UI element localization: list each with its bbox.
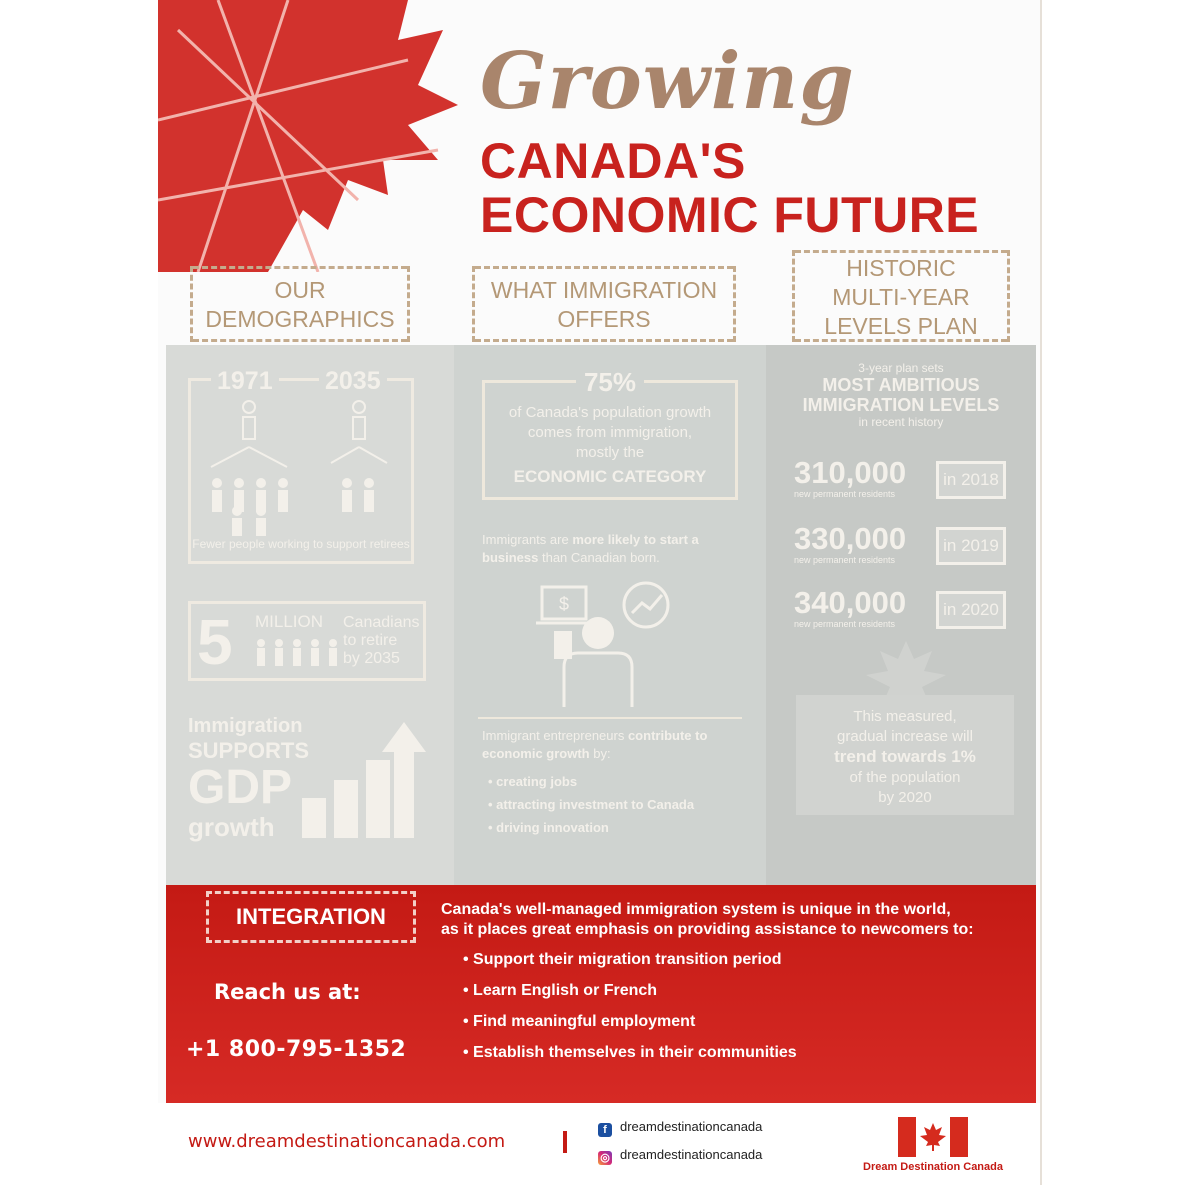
level-year-badge: in 2019 bbox=[936, 527, 1006, 565]
gdp-block bbox=[188, 715, 309, 843]
facebook-icon: f bbox=[598, 1123, 612, 1137]
gdp-line3: GDP bbox=[188, 761, 293, 814]
million-label: MILLION bbox=[255, 612, 324, 631]
list-item: • attracting investment to Canada bbox=[488, 796, 752, 814]
measure-line5: by 2020 bbox=[878, 789, 932, 806]
million-text bbox=[343, 614, 420, 668]
likely-pre: Immigrants are bbox=[482, 532, 573, 547]
heading-immigration bbox=[472, 266, 736, 342]
gdp-line4: growth bbox=[188, 812, 275, 842]
gdp-line1: Immigration bbox=[188, 715, 303, 737]
plan-intro-line1: 3-year plan sets bbox=[858, 361, 944, 375]
demographics-caption: Fewer people working to support retirees bbox=[192, 537, 410, 551]
gdp-line2: SUPPORTS bbox=[188, 738, 310, 763]
list-item: • Support their migration transition period bbox=[463, 950, 1001, 970]
million-text-line3: by 2035 bbox=[343, 650, 400, 667]
facebook-handle: dreamdestinationcanada bbox=[620, 1119, 763, 1134]
demographics-box bbox=[188, 367, 414, 564]
canada-flag-icon bbox=[898, 1117, 968, 1157]
likely-post: than Canadian born. bbox=[538, 550, 660, 565]
immigration-panel bbox=[454, 345, 766, 885]
level-number: 330,000 bbox=[794, 521, 907, 556]
measure-line2: gradual increase will bbox=[837, 728, 973, 745]
integration-intro-line2: as it places great emphasis on providing assistance to newcomers to: bbox=[441, 921, 974, 938]
heading-levels-line2: MULTI-YEAR bbox=[832, 284, 970, 310]
list-item: • Learn English or French bbox=[463, 981, 1001, 1001]
facebook-link[interactable] bbox=[598, 1119, 762, 1137]
plan-intro-line2: MOST AMBITIOUS bbox=[822, 375, 980, 395]
integration-text bbox=[441, 900, 1001, 1074]
phone-link[interactable]: +1 800-795-1352 bbox=[186, 1037, 407, 1062]
stat-pct-wrap bbox=[485, 367, 735, 398]
instagram-icon: ◎ bbox=[598, 1151, 612, 1165]
entrepreneurs-text bbox=[482, 727, 752, 842]
infographic-page bbox=[158, 0, 1041, 1185]
list-item: • driving innovation bbox=[488, 819, 752, 837]
title-line-1: CANADA'S bbox=[480, 133, 746, 189]
level-number: 310,000 bbox=[794, 455, 907, 490]
heading-immigration-line1: WHAT IMMIGRATION bbox=[490, 277, 718, 303]
heading-demographics bbox=[190, 266, 410, 342]
title-line-2: ECONOMIC FUTURE bbox=[480, 187, 980, 243]
level-sub: new permanent residents bbox=[794, 489, 896, 499]
plan-intro bbox=[766, 361, 1036, 429]
stat-percent: 75% bbox=[576, 367, 644, 397]
plan-intro-line4: in recent history bbox=[858, 415, 944, 429]
year-2035: 2035 bbox=[319, 367, 387, 396]
list-item: • creating jobs bbox=[488, 773, 752, 791]
integration-intro-line1: Canada's well-managed immigration system is unique in the world, bbox=[441, 901, 951, 918]
integration-label: INTEGRATION bbox=[206, 891, 416, 943]
level-sub: new permanent residents bbox=[794, 619, 896, 629]
up-arrow-icon bbox=[298, 720, 428, 840]
maple-leaf-faint-icon bbox=[866, 641, 946, 701]
measure-line1: This measured, bbox=[853, 708, 957, 725]
dollar-laptop-icon bbox=[534, 577, 684, 717]
stat-text-line3: mostly the bbox=[575, 444, 645, 461]
divider bbox=[478, 717, 742, 719]
page-edge bbox=[1040, 0, 1042, 1185]
heading-demographics-line1: OUR bbox=[274, 277, 326, 303]
plan-intro-line3: IMMIGRATION LEVELS bbox=[802, 395, 1000, 415]
level-number: 340,000 bbox=[794, 585, 907, 620]
entre-bold: contribute to economic growth bbox=[482, 728, 708, 761]
list-item: • Establish themselves in their communities bbox=[463, 1043, 1001, 1063]
million-box bbox=[188, 601, 426, 681]
measure-line3: trend towards 1% bbox=[834, 747, 976, 766]
likely-bold: more likely to start a business bbox=[482, 532, 699, 565]
business-likelihood-text bbox=[482, 531, 746, 567]
divider bbox=[563, 1131, 567, 1153]
heading-demographics-line2: DEMOGRAPHICS bbox=[205, 306, 395, 332]
level-year-badge: in 2020 bbox=[936, 591, 1006, 629]
year-1971: 1971 bbox=[211, 367, 279, 396]
level-row-2019 bbox=[794, 523, 906, 565]
list-item: • Find meaningful employment bbox=[463, 1012, 1001, 1032]
stat-category: ECONOMIC CATEGORY bbox=[513, 467, 707, 486]
people-icon bbox=[191, 395, 417, 545]
level-sub: new permanent residents bbox=[794, 555, 896, 565]
levels-panel bbox=[766, 345, 1036, 885]
heading-levels-line3: LEVELS PLAN bbox=[824, 313, 978, 339]
website-link[interactable]: www.dreamdestinationcanada.com bbox=[188, 1131, 506, 1152]
integration-list bbox=[441, 950, 1001, 1063]
million-text-line1: Canadians bbox=[343, 614, 420, 631]
instagram-link[interactable] bbox=[598, 1147, 762, 1165]
retirees-icon bbox=[253, 638, 343, 668]
level-row-2018 bbox=[794, 457, 906, 499]
heading-levels bbox=[792, 250, 1010, 342]
maple-leaf-icon bbox=[158, 0, 488, 272]
entrepreneurs-list bbox=[482, 773, 752, 837]
instagram-handle: dreamdestinationcanada bbox=[620, 1147, 763, 1162]
stat-text-line1: of Canada's population growth bbox=[508, 404, 712, 421]
five-number: 5 bbox=[197, 606, 233, 678]
brand-name: Dream Destination Canada bbox=[863, 1161, 1003, 1173]
heading-levels-line1: HISTORIC bbox=[846, 255, 956, 281]
measure-line4: of the population bbox=[849, 769, 961, 786]
svg-text:$: $ bbox=[558, 594, 570, 614]
integration-band bbox=[166, 885, 1036, 1103]
million-text-line2: to retire bbox=[343, 632, 398, 649]
footer bbox=[158, 1103, 1041, 1185]
demographics-panel bbox=[166, 345, 454, 885]
reach-us-label: Reach us at: bbox=[214, 980, 361, 1004]
level-row-2020 bbox=[794, 587, 906, 629]
level-year-badge: in 2018 bbox=[936, 461, 1006, 499]
heading-immigration-line2: OFFERS bbox=[557, 306, 651, 332]
stat-text-line2: comes from immigration, bbox=[527, 424, 693, 441]
entre-pre: Immigrant entrepreneurs bbox=[482, 728, 628, 743]
script-title: Growing bbox=[480, 36, 855, 127]
entre-post: by: bbox=[589, 746, 611, 761]
stat-text bbox=[485, 403, 735, 487]
population-stat-box bbox=[482, 367, 738, 500]
measured-increase-box bbox=[796, 695, 1014, 815]
